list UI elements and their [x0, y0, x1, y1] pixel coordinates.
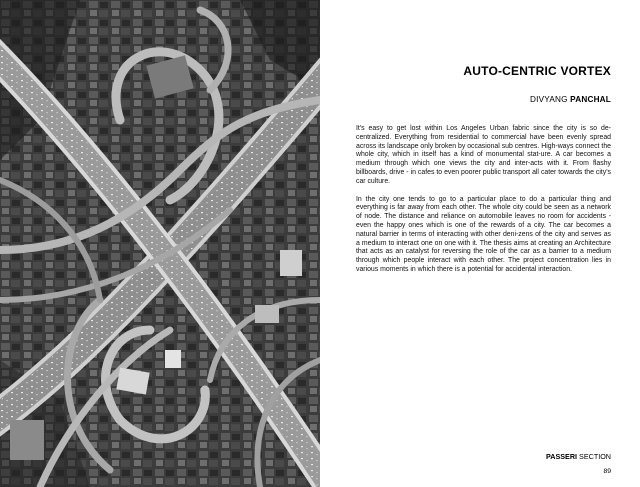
author-last-name: PANCHAL — [570, 95, 611, 104]
page-number: 89 — [603, 468, 611, 475]
article-body — [356, 125, 611, 284]
section-label — [546, 452, 611, 461]
text-page — [320, 0, 640, 487]
section-label-rest: SECTION — [577, 452, 611, 461]
author-name — [530, 95, 611, 104]
body-paragraph-2: In the city one tends to go to a particular place to do a particular thing and everything is far away from each other. The whole city could be seen as a network of node. The distance and reliance on automobile leaves no room for accidents - even the happy ones which is one of the rewards of a city. The car becomes a natural barrier in terms of interacting with other deni-zens of the city and serves as a medium to interact one on one with it. The thesis aims at creating an Architecture that acts as an catalyst for reversing the role of the car as a barrier to a medium through which people interact with each other. The project concentration lies in various moments in which there is a potential for accidental interaction. — [356, 195, 611, 273]
author-first-name: DIVYANG — [530, 95, 568, 104]
section-label-bold: PASSERI — [546, 452, 578, 461]
article-title: AUTO-CENTRIC VORTEX — [463, 64, 611, 78]
body-paragraph-1: It's easy to get lost within Los Angeles Urban fabric since the city is so de-centralized. Everything from residential to commercial have been evenly spread across its landscape only broken by occasional sub centres. High-ways connect the whole city, which in itself has a kind of monumental stat-ure. A car becomes a medium through which one views the city and inter-acts with it. From flashy billboards, drive - in cafes to even poorer public transport all cater towards the city's car culture. — [356, 125, 611, 185]
